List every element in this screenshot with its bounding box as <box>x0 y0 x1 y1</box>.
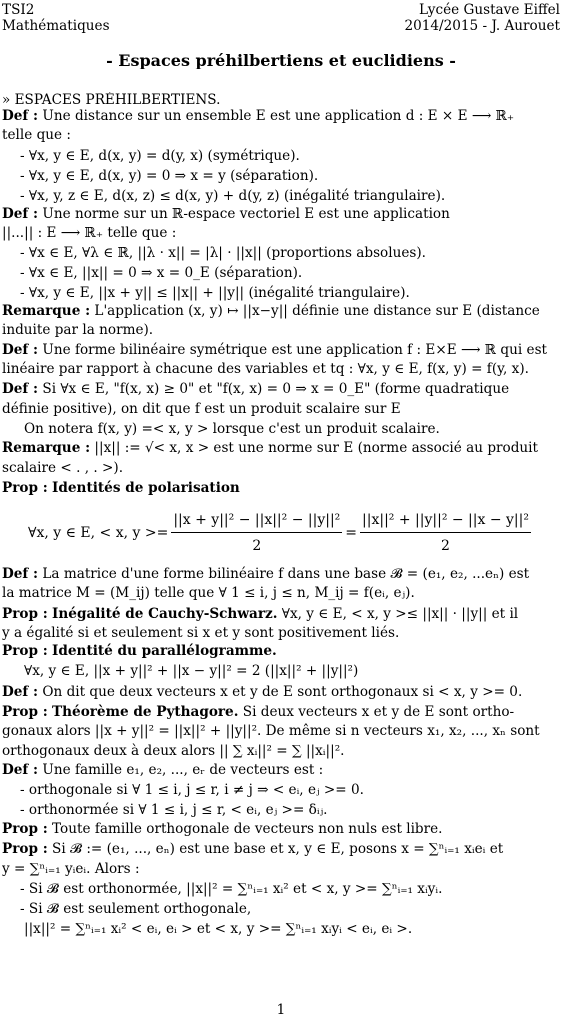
section-heading: » ESPACES PRÉHILBERTIENS. <box>2 92 221 108</box>
prop-cauchy-schwarz-line-1: Prop : Inégalité de Cauchy-Schwarz. ∀x, y ∈ E, < x, y >≤ ||x|| · ||y|| et il <box>2 606 519 622</box>
remarque-label: Remarque : <box>2 440 91 456</box>
prop-pythagore-line-2: gonaux alors ||x + y||² = ||x||² + ||y||². De même si n vecteurs x₁, x₂, ..., xₙ sont <box>2 723 540 739</box>
fraction-2: $\frac{\text{||x||² + ||y||² − ||x − y||²}}{2}$ <box>362 512 529 552</box>
remarque-distance-line-1: Remarque : L'application (x, y) ↦ ||x−y|| définie une distance sur E (distance <box>2 303 540 319</box>
header-right-school: Lycée Gustave Eiffel <box>418 2 560 18</box>
def-matrice-line-1: Def : La matrice d'une forme bilinéaire f dans une base 𝓑 = (e₁, e₂, ...eₙ) est <box>2 566 530 582</box>
remarque-distance-line-2: induite par la norme). <box>2 322 154 338</box>
prop-parallelogramme-heading: Prop : Identité du parallélogramme. <box>2 643 277 659</box>
def-bilineaire-line-2: linéaire par rapport à chacune des variables et tq : ∀x, y ∈ E, f(x, y) = f(y, x). <box>2 361 529 377</box>
fraction-1: $\frac{\text{||x + y||² − ||x||² − ||y||²}}{2}$ <box>173 512 341 552</box>
def-produit-scalaire-line-2: définie positive), on dit que f est un produit scalaire sur E <box>2 401 401 417</box>
def-distance-line-2: telle que : <box>2 127 71 143</box>
def-distance-item-1: - ∀x, y ∈ E, d(x, y) = d(y, x) (symétrique). <box>20 148 300 164</box>
polarisation-formula: ∀x, y ∈ E, < x, y >= $\frac{\text{||x + y||² − ||x||² − ||y||²}}{2}$ = $\frac{\text{||x||² + ||y||² − ||x − y||²}}{2}$ <box>0 510 562 552</box>
def-label: Def : <box>2 206 39 222</box>
def-norme-line-1: Def : Une norme sur un ℝ-espace vectoriel E est une application <box>2 206 450 222</box>
prop-label: Prop : <box>2 841 48 857</box>
def-produit-scalaire-line-1: Def : Si ∀x ∈ E, "f(x, x) ≥ 0" et "f(x, x) = 0 ⇒ x = 0_E" (forme quadratique <box>2 381 510 397</box>
def-famille-orthogonale: - orthogonale si ∀ 1 ≤ i, j ≤ r, i ≠ j ⇒ < eᵢ, eⱼ >= 0. <box>20 782 364 798</box>
def-matrice-line-2: la matrice M = (M_ij) telle que ∀ 1 ≤ i, j ≤ n, M_ij = f(eᵢ, eⱼ). <box>2 585 415 601</box>
def-label: Def : <box>2 342 39 358</box>
prop-label: Prop : <box>2 643 48 659</box>
prop-base-line-2: y = ∑ⁿᵢ₌₁ yᵢeᵢ. Alors : <box>2 861 140 877</box>
def-produit-scalaire-line-3: On notera f(x, y) =< x, y > lorsque c'est un produit scalaire. <box>24 421 440 437</box>
def-label: Def : <box>2 381 39 397</box>
page-number: 1 <box>276 1002 286 1018</box>
def-label: Def : <box>2 684 39 700</box>
parallelogramme-formula: ∀x, y ∈ E, ||x + y||² + ||x − y||² = 2 (||x||² + ||y||²) <box>24 663 359 679</box>
prop-base-orthonormee: - Si 𝓑 est orthonormée, ||x||² = ∑ⁿᵢ₌₁ xᵢ² et < x, y >= ∑ⁿᵢ₌₁ xᵢyᵢ. <box>20 881 443 897</box>
prop-label: Prop : <box>2 480 48 496</box>
remarque-norme-line-2: scalaire < . , . >). <box>2 460 124 476</box>
header-left-school-class: TSI2 <box>2 2 35 18</box>
def-famille-orthonormee: - orthonormée si ∀ 1 ≤ i, j ≤ r, < eᵢ, eⱼ >= δᵢⱼ. <box>20 802 328 818</box>
page-title: - Espaces préhilbertiens et euclidiens - <box>106 52 456 69</box>
prop-base-orthogonale: - Si 𝓑 est seulement orthogonale, <box>20 901 252 917</box>
def-bilineaire-line-1: Def : Une forme bilinéaire symétrique est une application f : E×E ⟶ ℝ qui est <box>2 342 548 358</box>
prop-base-orthogonale-formula: ||x||² = ∑ⁿᵢ₌₁ xᵢ² < eᵢ, eᵢ > et < x, y >= ∑ⁿᵢ₌₁ xᵢyᵢ < eᵢ, eᵢ >. <box>24 921 413 937</box>
def-orthogonaux-line: Def : On dit que deux vecteurs x et y de E sont orthogonaux si < x, y >= 0. <box>2 684 523 700</box>
prop-base-line-1: Prop : Si 𝓑 := (e₁, ..., eₙ) est une base et x, y ∈ E, posons x = ∑ⁿᵢ₌₁ xᵢeᵢ et <box>2 841 504 857</box>
prop-famille-libre: Prop : Toute famille orthogonale de vecteurs non nuls est libre. <box>2 821 443 837</box>
prop-label: Prop : <box>2 821 48 837</box>
remarque-label: Remarque : <box>2 303 91 319</box>
def-famille-line: Def : Une famille e₁, e₂, ..., eᵣ de vecteurs est : <box>2 762 324 778</box>
def-norme-line-2: ||...|| : E ⟶ ℝ₊ telle que : <box>2 225 177 241</box>
def-distance-item-2: - ∀x, y ∈ E, d(x, y) = 0 ⇒ x = y (séparation). <box>20 168 319 184</box>
prop-cauchy-schwarz-line-2: y a égalité si et seulement si x et y sont positivement liés. <box>2 625 400 641</box>
prop-pythagore-line-3: orthogonaux deux à deux alors || ∑ xᵢ||² = ∑ ||xᵢ||². <box>2 743 345 759</box>
def-norme-item-1: - ∀x ∈ E, ∀λ ∈ ℝ, ||λ · x|| = |λ| · ||x|| (proportions absolues). <box>20 245 426 261</box>
header-right-year-author: 2014/2015 - J. Aurouet <box>404 18 560 34</box>
prop-pythagore-line-1: Prop : Théorème de Pythagore. Si deux vecteurs x et y de E sont ortho- <box>2 704 515 720</box>
def-distance-item-3: - ∀x, y, z ∈ E, d(x, z) ≤ d(x, y) + d(y, z) (inégalité triangulaire). <box>20 188 446 204</box>
header-left-subject: Mathématiques <box>2 18 110 34</box>
def-label: Def : <box>2 566 39 582</box>
remarque-norme-line-1: Remarque : ||x|| := √< x, x > est une norme sur E (norme associé au produit <box>2 440 538 456</box>
def-label: Def : <box>2 108 39 124</box>
def-label: Def : <box>2 762 39 778</box>
def-norme-item-3: - ∀x, y ∈ E, ||x + y|| ≤ ||x|| + ||y|| (inégalité triangulaire). <box>20 285 410 301</box>
prop-label: Prop : <box>2 704 48 720</box>
def-norme-item-2: - ∀x ∈ E, ||x|| = 0 ⇒ x = 0_E (séparation). <box>20 265 303 281</box>
def-distance-line-1: Def : Une distance sur un ensemble E est une application d : E × E ⟶ ℝ₊ <box>2 108 515 124</box>
prop-label: Prop : <box>2 606 48 622</box>
prop-polarisation-heading: Prop : Identités de polarisation <box>2 480 240 496</box>
